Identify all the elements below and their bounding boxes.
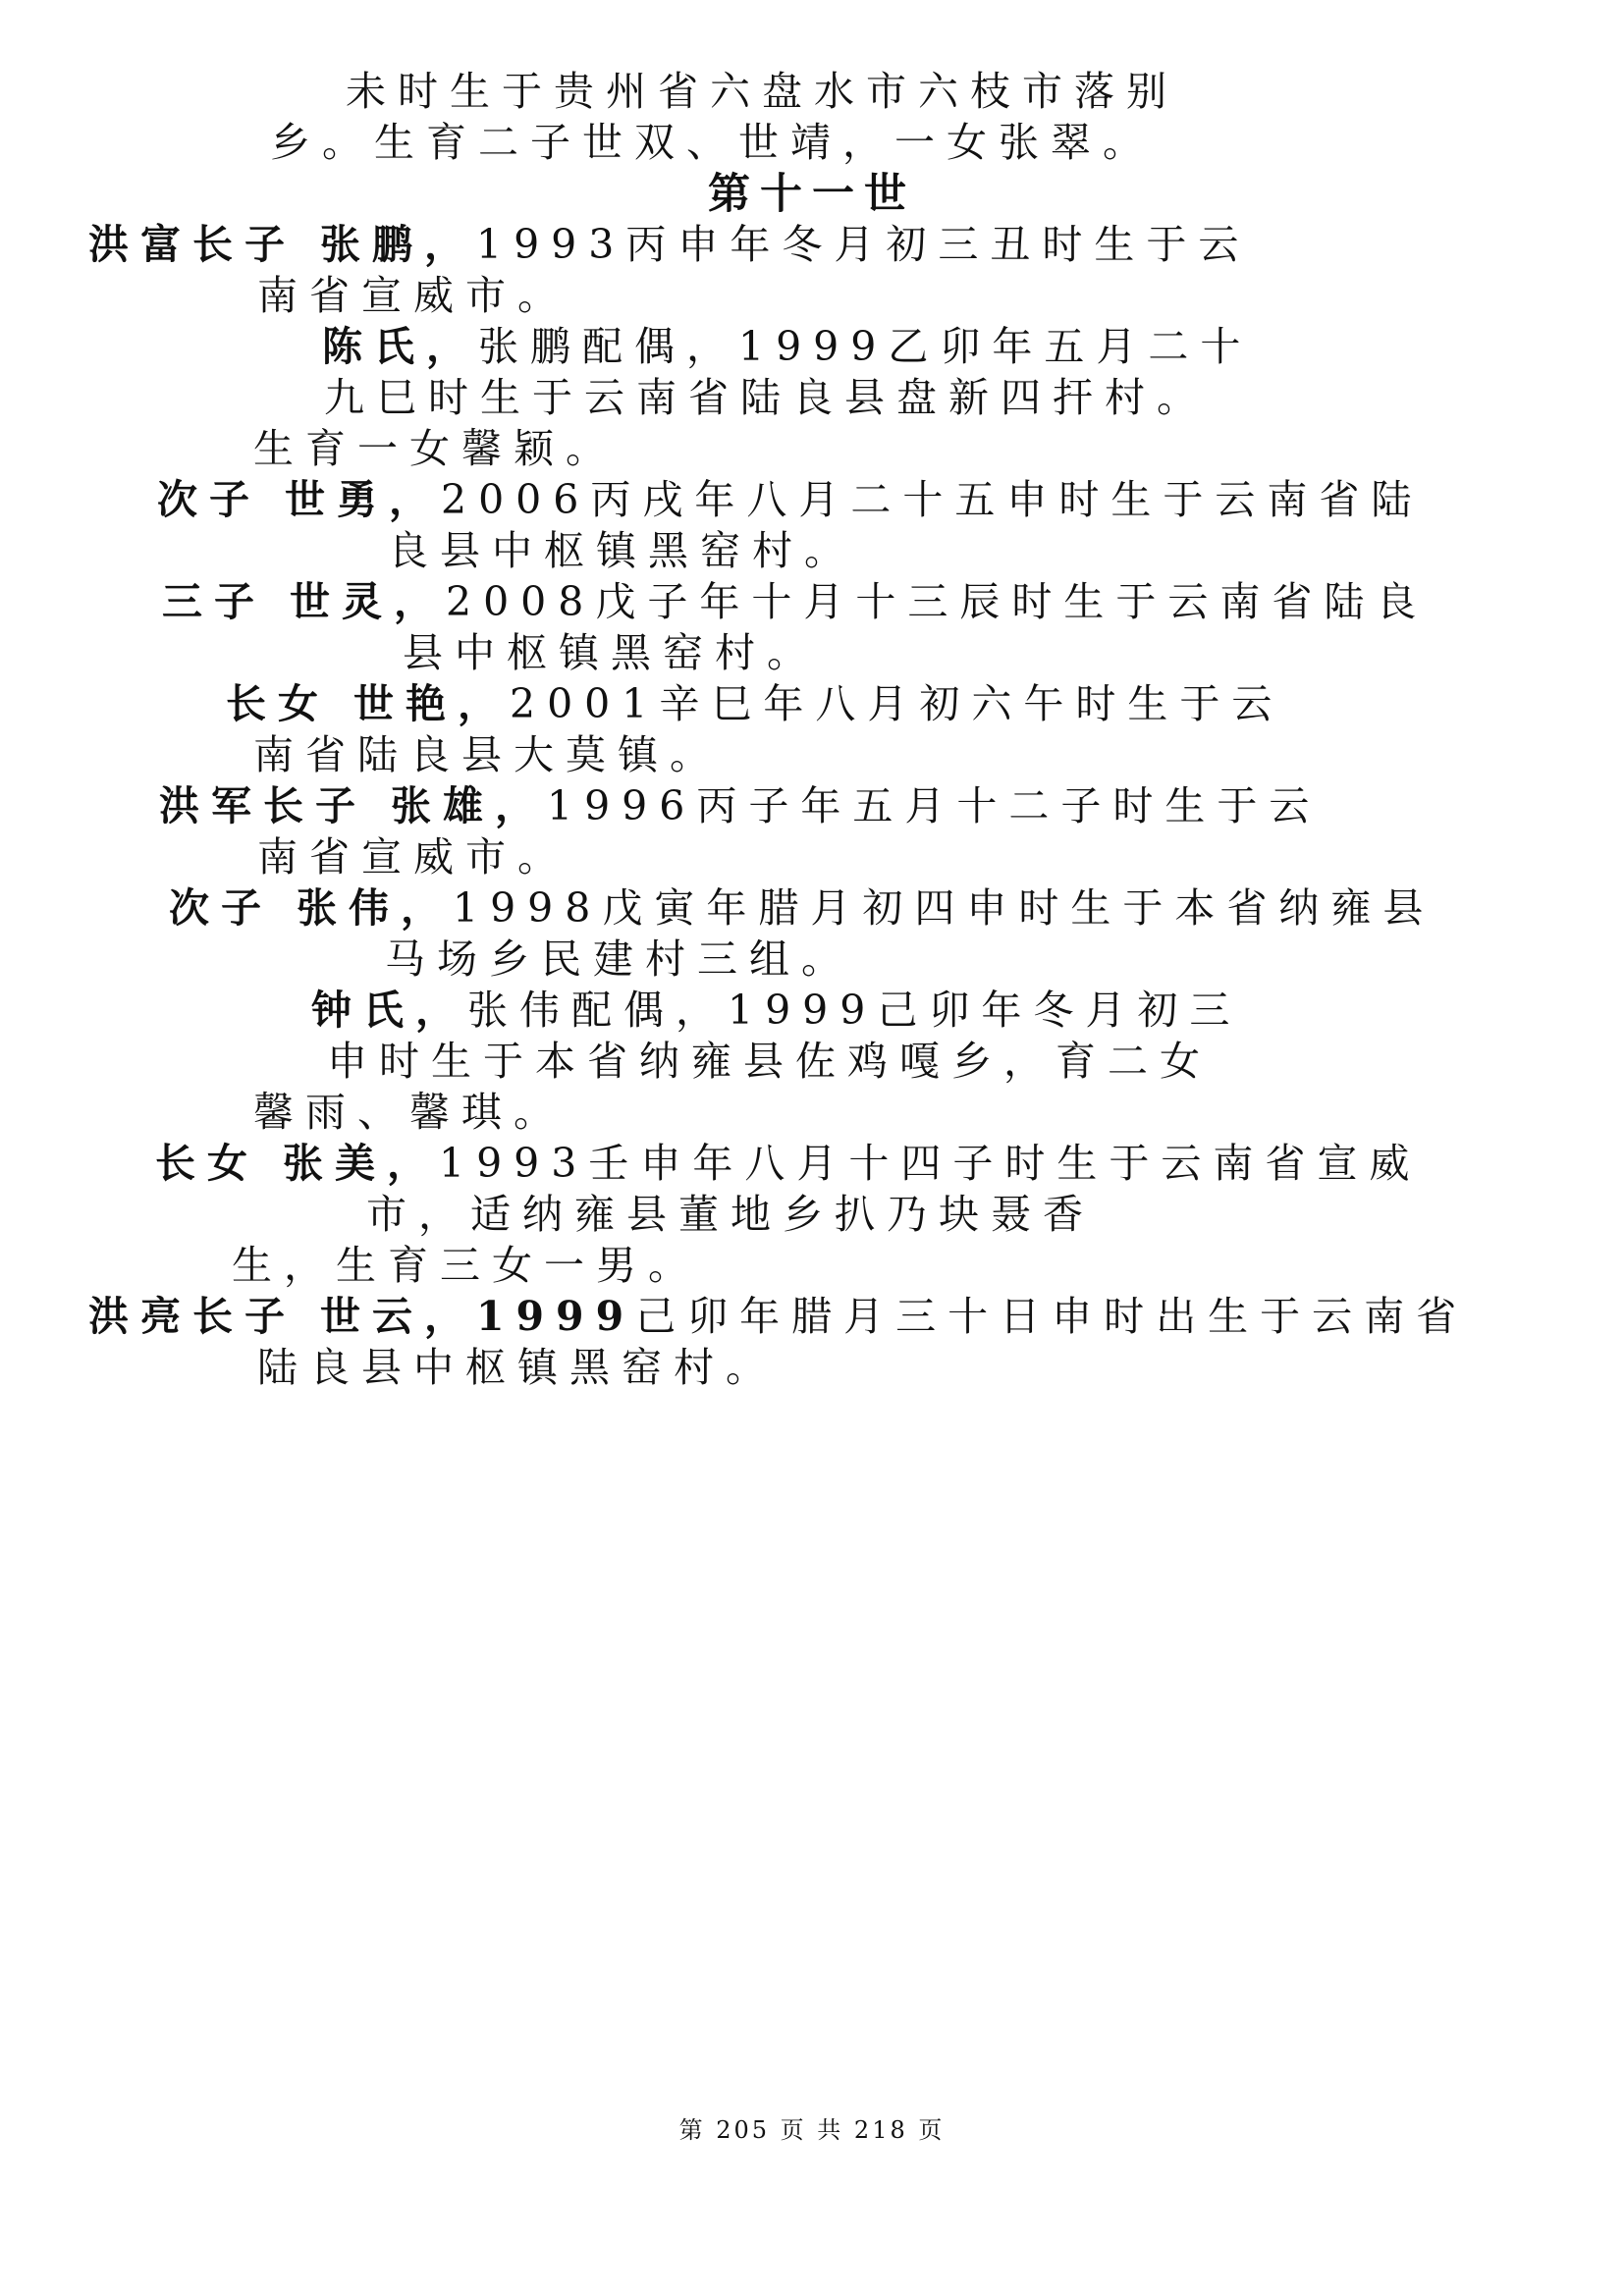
entry-name: 世艳，: [353, 680, 510, 727]
entry-relation: 次子: [169, 884, 273, 932]
entry-text: 己卯年腊月三十日申时出生于云南省: [635, 1293, 1469, 1340]
entry-relation: 长女: [226, 680, 330, 727]
continued-text-line-2: 乡。生育二子世双、世靖，一女张翠。: [270, 119, 1155, 166]
entry-shiling: [162, 578, 1429, 625]
entry-name: 陈氏，: [322, 323, 478, 370]
page-number-footer: 第 205 页 共 218 页: [678, 2116, 946, 2144]
entry-zhangmei-cont-2: 生，生育三女一男。: [232, 1242, 700, 1289]
entry-text: 张鹏配偶，1999乙卯年五月二十: [478, 323, 1253, 370]
entry-shiyun: [88, 1293, 1469, 1340]
entry-text: 1993壬申年八月十四子时生于云南省宣威: [439, 1140, 1422, 1187]
entry-zhangpeng: [88, 221, 1251, 268]
entry-text: 2006丙戌年八月二十五申时生于云南省陆: [441, 476, 1424, 523]
entry-text: 1993丙申年冬月初三丑时生于云: [476, 221, 1251, 268]
entry-year: 1999: [476, 1293, 636, 1340]
entry-relation: 次子: [157, 476, 261, 523]
entry-zhongshi-cont-1: 申时生于本省纳雍县佐鸡嘎乡，育二女: [327, 1038, 1212, 1085]
entry-chenshi: [322, 323, 1253, 370]
entry-text: 张伟配偶，1999己卯年冬月初三: [467, 987, 1242, 1034]
entry-zhongshi-cont-2: 馨雨、馨琪。: [253, 1089, 566, 1136]
entry-shiyun-cont: 陆良县中枢镇黑窑村。: [257, 1344, 778, 1391]
entry-name: 张鹏，: [320, 221, 476, 268]
entry-shiling-cont: 县中枢镇黑窑村。: [403, 629, 819, 676]
entry-relation: 三子: [162, 578, 266, 625]
entry-relation: 洪亮长子: [88, 1293, 297, 1340]
entry-chenshi-cont-1: 九巳时生于云南省陆良县盘新四扞村。: [324, 374, 1209, 421]
entry-zhangpeng-cont: 南省宣威市。: [257, 272, 569, 319]
entry-shiyong: [157, 476, 1424, 523]
entry-shiyong-cont: 良县中枢镇黑窑村。: [388, 527, 856, 574]
entry-name: 世灵，: [290, 578, 446, 625]
entry-text: 1996丙子年五月十二子时生于云: [547, 782, 1322, 829]
entry-chenshi-cont-2: 生育一女馨颖。: [253, 425, 618, 472]
entry-zhangwei: [169, 884, 1435, 932]
generation-heading: 第十一世: [708, 170, 916, 219]
entry-text: 2008戊子年十月十三辰时生于云南省陆良: [446, 578, 1429, 625]
entry-name: 钟氏，: [311, 987, 467, 1034]
entry-zhangxiong-cont: 南省宣威市。: [257, 833, 569, 881]
entry-relation: 长女: [155, 1140, 259, 1187]
entry-zhangmei-cont-1: 市，适纳雍县董地乡扒乃块聂香: [366, 1191, 1095, 1238]
entry-zhangmei: [155, 1140, 1422, 1187]
entry-name: 世勇，: [285, 476, 441, 523]
entry-name: 世云，: [320, 1293, 476, 1340]
entry-zhangxiong: [159, 782, 1322, 829]
entry-relation: 洪军长子: [159, 782, 367, 829]
entry-shiyan: [226, 680, 1284, 727]
continued-text-line-1: 未时生于贵州省六盘水市六枝市落别: [346, 68, 1178, 115]
entry-zhangwei-cont: 马场乡民建村三组。: [385, 935, 853, 983]
entry-zhongshi: [311, 987, 1242, 1034]
entry-name: 张美，: [283, 1140, 439, 1187]
entry-shiyan-cont: 南省陆良县大莫镇。: [253, 731, 722, 778]
entry-name: 张伟，: [297, 884, 453, 932]
entry-relation: 洪富长子: [88, 221, 297, 268]
entry-name: 张雄，: [391, 782, 547, 829]
entry-text: 1998戊寅年腊月初四申时生于本省纳雍县: [453, 884, 1435, 932]
entry-text: 2001辛巳年八月初六午时生于云: [510, 680, 1284, 727]
